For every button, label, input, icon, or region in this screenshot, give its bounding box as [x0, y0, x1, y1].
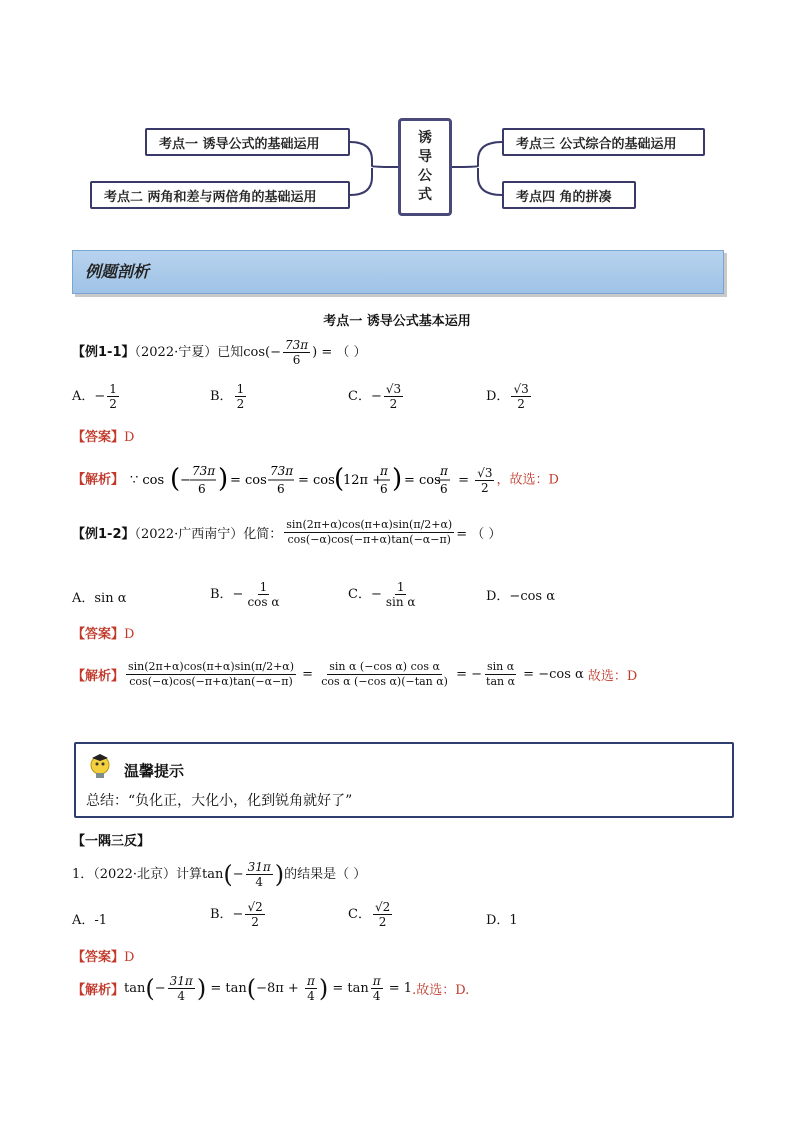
example-1-1-question	[72, 338, 367, 367]
fraction: $\frac{1}{2}$	[236, 382, 245, 411]
tip-title: 温馨提示	[124, 762, 185, 780]
svg-text:= cos: = cos	[298, 473, 335, 488]
svg-text:(: (	[170, 464, 181, 494]
analysis-result: = $\frac{√3}{2}$	[458, 465, 493, 495]
svg-text:= cos: = cos	[230, 473, 267, 488]
fraction: $\frac{1}{\text{cos α}}$	[247, 580, 280, 609]
section-title: 考点一 诱导公式基本运用	[323, 314, 471, 329]
fraction: $\frac{√2}{2}$	[374, 900, 391, 929]
option-b: B． $\frac{1}{2}$	[210, 382, 245, 411]
expr-func: cos(−	[243, 345, 281, 360]
option-a: A．sin α	[72, 591, 127, 606]
svg-text:): )	[392, 464, 403, 494]
center-char: 公	[418, 168, 432, 184]
svg-text:6: 6	[198, 482, 206, 496]
svg-text:−: −	[180, 473, 192, 488]
answer-line: 【答案】D	[72, 627, 135, 642]
practice-tag: 【一隅三反】	[72, 834, 151, 849]
banner-label: 例题剖析	[85, 262, 150, 281]
question-tail: ) = （ ）	[312, 345, 367, 360]
example-tag: 【例1-1】	[72, 345, 135, 360]
svg-text:6: 6	[277, 482, 285, 496]
fraction	[283, 338, 310, 367]
mindmap-connectors	[0, 0, 794, 240]
node-label: 考点二 两角和差与两倍角的基础运用	[104, 189, 317, 205]
analysis-line: 【解析】 ∵ cos ( − 73π 6 ) = cos 73π 6 = cos ( 12π + π 6 ) = cos π 6 = $\frac{√3}{2}$ ，故选：D	[72, 464, 559, 496]
fraction: $\frac{√3}{2}$	[385, 382, 402, 411]
center-char: 诱	[418, 130, 432, 146]
analysis-formula	[128, 462, 458, 498]
example-tag: 【例1-2】	[72, 527, 135, 542]
answer-line: 【答案】D	[72, 950, 135, 965]
option-c: C．− $\frac{1}{\text{sin α}}$	[348, 580, 416, 609]
option-c: C． $\frac{√2}{2}$	[348, 900, 391, 929]
answer-line: 【答案】D	[72, 430, 135, 445]
svg-text:(: (	[334, 464, 345, 494]
node-label: 考点一 诱导公式的基础运用	[159, 136, 320, 152]
tip-text: 总结：“负化正，大化小，化到锐角就好了”	[86, 793, 353, 809]
svg-text:12π +: 12π +	[343, 473, 384, 488]
fraction: $\frac{√3}{2}$	[513, 382, 529, 411]
svg-text:6: 6	[440, 482, 448, 496]
svg-text:= cos: = cos	[404, 473, 441, 488]
option-d: D．−cos α	[486, 589, 556, 604]
svg-text:73π: 73π	[270, 464, 294, 478]
svg-text:π: π	[380, 464, 389, 478]
section-banner	[72, 250, 724, 294]
svg-text:): )	[218, 464, 229, 494]
lightbulb-icon	[86, 752, 114, 780]
node-label: 考点四 角的拼凑	[516, 189, 612, 205]
svg-text:π: π	[440, 464, 449, 478]
center-char: 式	[418, 187, 432, 203]
fraction: $\frac{\sin(2\pi+\alpha)\cos(\pi+\alpha)\sin(\pi/2+\alpha)}{\cos(-\alpha)\cos(-\pi+\alpha)\tan(-\alpha-\pi)}$	[286, 518, 453, 546]
svg-text:6: 6	[380, 482, 388, 496]
fraction: $\frac{\text{sin α (−cos α) cos α}}{\text{cos α (−cos α)(−tan α)}}$	[321, 660, 448, 688]
svg-text:∵ cos: ∵ cos	[130, 473, 165, 488]
fraction: $\frac{\sin(2\pi+\alpha)\cos(\pi+\alpha)\sin(\pi/2+\alpha)}{\cos(-\alpha)\cos(-\pi+\alpha)\tan(-\alpha-\pi)}$	[128, 660, 295, 688]
option-d: D．1	[486, 913, 518, 928]
tip-box	[74, 742, 734, 818]
fraction: $\frac{1}{2}$	[109, 382, 117, 411]
example-source: （2022·宁夏）已知	[134, 345, 244, 360]
option-a: A．-1	[72, 913, 108, 928]
option-b: B．− $\frac{√2}{2}$	[210, 900, 263, 929]
option-c: C．− $\frac{√3}{2}$	[348, 382, 402, 411]
center-char: 导	[418, 149, 432, 165]
example-1-2-question	[72, 518, 501, 547]
option-b: B．− $\frac{1}{\text{cos α}}$	[210, 580, 280, 609]
analysis-line: 【解析】tan(− $\frac{31\pi}{4}$ ) = tan(−8π + $\frac{\pi}{4}$ ) = tan $\frac{\pi}{4}$ = 1.故选：D.	[72, 974, 470, 1003]
option-d: D． $\frac{√3}{2}$	[486, 382, 529, 411]
fraction: $\frac{1}{\text{sin α}}$	[385, 580, 416, 609]
practice-question: 1．（2022·北京）计算tan(− $\frac{31\pi}{4}$ )的结果是（ ）	[72, 860, 367, 889]
svg-text:73π: 73π	[192, 464, 216, 478]
option-a: A．− $\frac{1}{2}$	[72, 382, 117, 411]
mindmap-center	[398, 118, 452, 216]
analysis-line: 【解析】 $\frac{\sin(2\pi+\alpha)\cos(\pi+\alpha)\sin(\pi/2+\alpha)}{\cos(-\alpha)\cos(-\pi+\alpha)\tan(-\alpha-\pi)}$ = $\frac{\text{sin α (−cos α) cos α}}{\text{cos α (−cos α)(−tan α)}}$ = − $\frac{\text{sin α}}{\text{tan α}}$ = −cos α 故选：D	[72, 660, 638, 688]
example-source: （2022·广西南宁）化简：	[134, 527, 283, 542]
node-label: 考点三 公式综合的基础运用	[516, 136, 677, 152]
fraction: $\frac{√2}{2}$	[247, 900, 263, 929]
denominator: 6	[292, 353, 301, 367]
fraction: $\frac{31\pi}{4}$	[247, 860, 271, 889]
fraction: $\frac{\text{sin α}}{\text{tan α}}$	[486, 660, 516, 688]
numerator: 73π	[284, 338, 309, 352]
question-tail: = （ ）	[456, 527, 502, 542]
